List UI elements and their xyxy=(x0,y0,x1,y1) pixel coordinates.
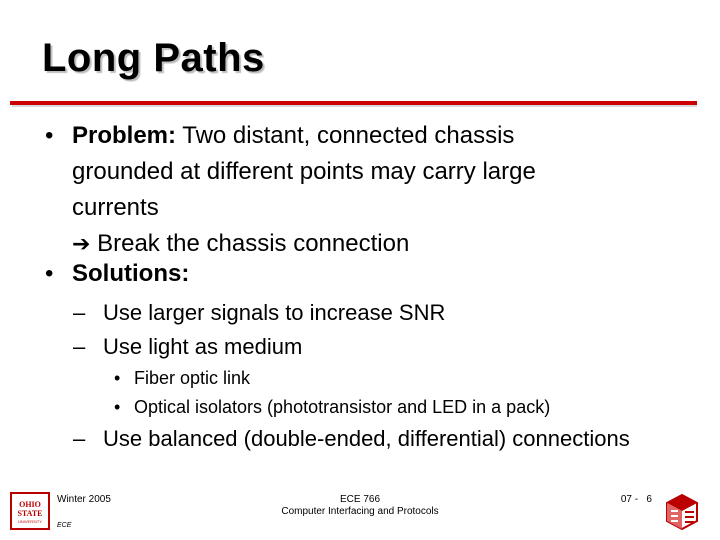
problem-label: Problem: xyxy=(72,122,177,149)
problem-line-2: grounded at different points may carry large xyxy=(72,158,536,185)
bullet-glyph: • xyxy=(45,122,54,149)
bullet-solutions xyxy=(45,256,190,292)
ece-logo-icon xyxy=(666,494,698,530)
problem-line-3: currents xyxy=(72,194,159,221)
sub-bullet-text: Use balanced (double-ended, differential) connections xyxy=(103,426,630,451)
subsub-bullet-2 xyxy=(114,393,551,422)
footer-course-code: ECE 766 xyxy=(339,494,381,505)
bullet-glyph: • xyxy=(45,260,54,287)
osu-logo xyxy=(10,492,50,530)
dash-glyph: – xyxy=(73,300,86,325)
title-divider xyxy=(10,101,697,105)
sub-bullet-1 xyxy=(73,296,446,330)
sub-bullet-text: Use larger signals to increase SNR xyxy=(103,300,446,325)
subsub-bullet-text: Fiber optic link xyxy=(134,368,251,388)
problem-line-4: Break the chassis connection xyxy=(97,230,410,257)
bullet-glyph: • xyxy=(114,368,121,388)
sub-bullet-3 xyxy=(73,422,630,456)
page-title: Long Paths xyxy=(42,36,265,80)
subsub-bullet-text: Optical isolators (phototransistor and LED in a pack) xyxy=(134,397,551,417)
footer-date: Winter 2005 xyxy=(57,494,111,505)
footer-course-title: Computer Interfacing and Protocols xyxy=(281,506,439,517)
dash-glyph: – xyxy=(73,334,86,359)
footer-slide-number: 07 - 6 xyxy=(620,494,652,505)
footer-course xyxy=(230,494,490,518)
osu-logo-subtext: UNIVERSITY xyxy=(17,519,42,524)
arrow-icon: ➔ xyxy=(72,232,91,257)
osu-logo-text: OHIO STATE xyxy=(17,500,43,518)
footer-dept: ECE xyxy=(57,522,72,529)
problem-text: Two distant, connected chassis xyxy=(176,122,515,149)
bullet-problem xyxy=(45,118,536,263)
dash-glyph: – xyxy=(73,426,86,451)
bullet-glyph: • xyxy=(114,397,121,417)
solutions-label: Solutions: xyxy=(72,260,190,287)
sub-bullet-2 xyxy=(73,330,303,364)
subsub-bullet-1 xyxy=(114,364,251,393)
sub-bullet-text: Use light as medium xyxy=(103,334,303,359)
